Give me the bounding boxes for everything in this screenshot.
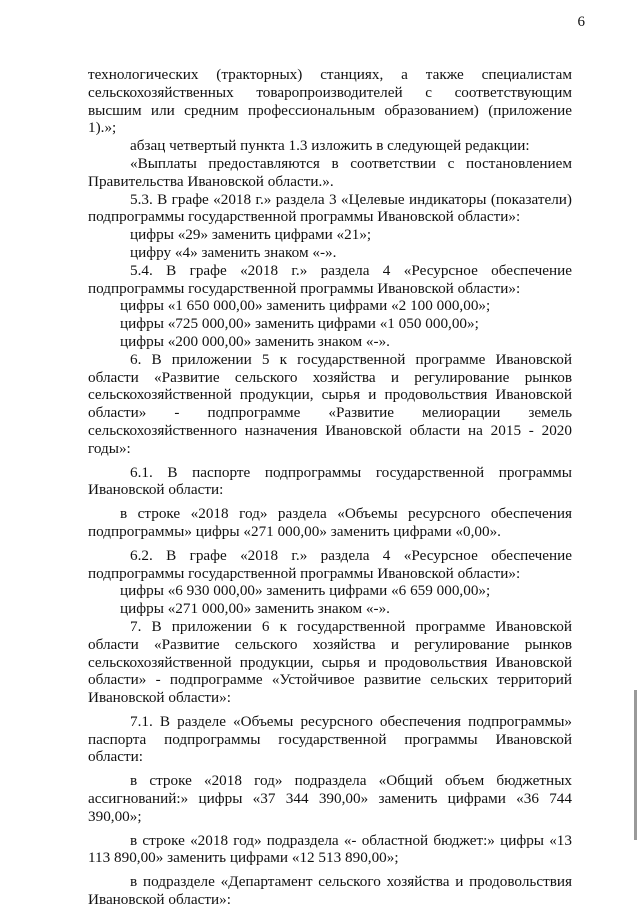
page-number: 6 [577, 14, 585, 30]
paragraph: цифры «200 000,00» заменить знаком «-». [120, 332, 390, 350]
paragraph: цифры «271 000,00» заменить знаком «-». [120, 600, 390, 618]
paragraph: в строке «2018 год» подраздела «Общий объем бюджетных ассигнований:» цифры «37 344 390,00» заменить цифрами «36 744 390,00»; [88, 772, 572, 825]
paragraph: «Выплаты предоставляются в соответствии с постановлением Правительства Ивановской области.». [88, 154, 572, 190]
scan-edge-mark [634, 690, 637, 840]
paragraph: 6.1. В паспорте подпрограммы государственной программы Ивановской области: [88, 463, 572, 499]
paragraph: цифры «725 000,00» заменить цифрами «1 050 000,00»; [120, 315, 479, 333]
paragraph: цифры «29» заменить цифрами «21»; [130, 226, 372, 244]
paragraph: абзац четвертый пункта 1.3 изложить в следующей редакции: [130, 137, 530, 155]
document-body [88, 66, 572, 909]
paragraph: 7. В приложении 6 к государственной программе Ивановской области «Развитие сельского хозяйства и регулирование рынков сельскохозяйственной продукции, сырья и продовольствия Ивановской области» - подпрограмме «Устойчивое развитие сельских территорий Ивановской области»: [88, 617, 572, 707]
paragraph: цифры «6 930 000,00» заменить цифрами «6 659 000,00»; [120, 582, 491, 600]
paragraph: в строке «2018 год» раздела «Объемы ресурсного обеспечения подпрограммы» цифры «271 000,00» заменить цифрами «0,00». [88, 505, 572, 540]
paragraph: 6. В приложении 5 к государственной программе Ивановской области «Развитие сельского хозяйства и регулирование рынков сельскохозяйственной продукции, сырья и продовольствия Ивановской области» - подпрограмме «Развитие мелиорации земель сельскохозяйственного назначения Ивановской области на 2015 - 2020 годы»: [88, 350, 572, 457]
paragraph: в строке «2018 год» подраздела «- областной бюджет:» цифры «13 113 890,00» заменить цифрами «12 513 890,00»; [88, 831, 572, 867]
paragraph: 6.2. В графе «2018 г.» раздела 4 «Ресурсное обеспечение подпрограммы государственной программы Ивановской области»: [88, 546, 572, 582]
paragraph: цифру «4» заменить знаком «-». [130, 243, 337, 261]
paragraph: технологических (тракторных) станциях, а также специалистам сельскохозяйственных товаропроизводителей с соответствующим высшим или средним профессиональным образованием) (приложение 1).»; [88, 66, 572, 137]
paragraph: 7.1. В разделе «Объемы ресурсного обеспечения подпрограммы» паспорта подпрограммы государственной программы Ивановской области: [88, 712, 572, 766]
paragraph: цифры «1 650 000,00» заменить цифрами «2 100 000,00»; [120, 297, 491, 315]
paragraph: 5.3. В графе «2018 г.» раздела 3 «Целевые индикаторы (показатели) подпрограммы государственной программы Ивановской области»: [88, 190, 572, 226]
paragraph: в подразделе «Департамент сельского хозяйства и продовольствия Ивановской области»: [88, 873, 572, 909]
paragraph: 5.4. В графе «2018 г.» раздела 4 «Ресурсное обеспечение подпрограммы государственной программы Ивановской области»: [88, 261, 572, 297]
